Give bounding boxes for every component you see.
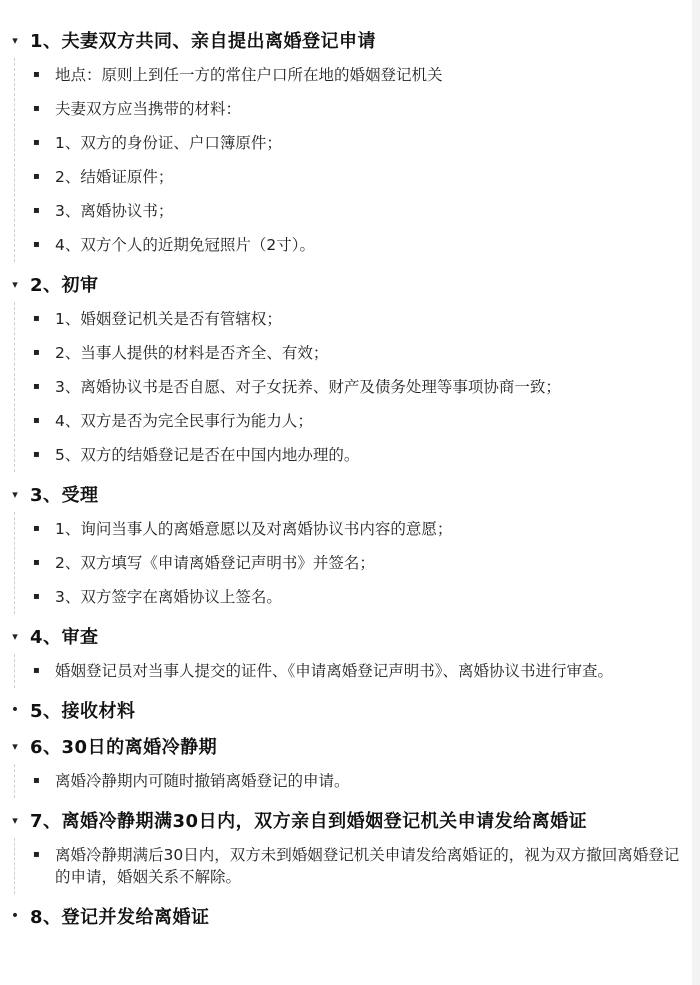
bullet-icon: ▪ (33, 523, 40, 534)
list-item-text: 2、结婚证原件； (55, 168, 174, 186)
list-item[interactable] (33, 126, 690, 160)
list-item[interactable] (33, 228, 690, 262)
section-children (14, 58, 690, 262)
list-item[interactable] (33, 404, 690, 438)
outline-section (0, 22, 690, 262)
section-header[interactable] (0, 266, 690, 302)
section-children (14, 654, 690, 688)
bullet-icon: ▪ (33, 69, 40, 80)
bullet-icon: ▪ (33, 591, 40, 602)
outline-section (0, 728, 690, 798)
outline-section (0, 476, 690, 614)
section-children (14, 764, 690, 798)
list-item-text: 3、双方签字在离婚协议上签名。 (55, 588, 282, 606)
bullet-icon: ▪ (33, 347, 40, 358)
bullet-icon: ▪ (33, 775, 40, 786)
bullet-icon: ▪ (33, 239, 40, 250)
outline-section (0, 802, 690, 894)
list-item[interactable] (33, 838, 690, 894)
collapse-caret-icon[interactable]: ▾ (12, 33, 18, 47)
list-item[interactable] (33, 160, 690, 194)
list-item-text: 4、双方是否为完全民事行为能力人； (55, 412, 313, 430)
bullet-icon: ▪ (33, 415, 40, 426)
list-item-text: 1、婚姻登记机关是否有管辖权； (55, 310, 282, 328)
list-item-text: 3、离婚协议书； (55, 202, 174, 220)
list-item-text: 3、离婚协议书是否自愿、对子女抚养、财产及债务处理等事项协商一致； (55, 378, 561, 396)
list-item[interactable] (33, 336, 690, 370)
list-item[interactable] (33, 370, 690, 404)
section-children (14, 512, 690, 614)
outline-section (0, 266, 690, 472)
section-header[interactable] (0, 618, 690, 654)
leaf-bullet-icon: • (10, 908, 20, 924)
section-title: 4、审查 (30, 627, 99, 648)
outline-section (0, 618, 690, 688)
list-item-text: 2、双方填写《申请离婚登记声明书》并签名； (55, 554, 375, 572)
list-item-text: 婚姻登记员对当事人提交的证件、《申请离婚登记声明书》、离婚协议书进行审查。 (55, 662, 614, 680)
bullet-icon: ▪ (33, 103, 40, 114)
section-header[interactable] (0, 692, 690, 728)
leaf-bullet-icon: • (10, 702, 20, 718)
list-item[interactable] (33, 580, 690, 614)
section-title: 3、受理 (30, 485, 99, 506)
bullet-icon: ▪ (33, 171, 40, 182)
collapse-caret-icon[interactable]: ▾ (12, 813, 18, 827)
right-edge-strip (692, 0, 700, 985)
collapse-caret-icon[interactable]: ▾ (12, 487, 18, 501)
list-item[interactable] (33, 92, 690, 126)
bullet-icon: ▪ (33, 205, 40, 216)
section-title: 2、初审 (30, 275, 99, 296)
list-item[interactable] (33, 302, 690, 336)
section-title: 8、登记并发给离婚证 (30, 907, 210, 928)
section-header[interactable] (0, 898, 690, 934)
section-title: 5、接收材料 (30, 701, 136, 722)
bullet-icon: ▪ (33, 313, 40, 324)
list-item[interactable] (33, 438, 690, 472)
section-header[interactable] (0, 728, 690, 764)
list-item-text: 夫妻双方应当携带的材料： (55, 100, 242, 118)
section-header[interactable] (0, 476, 690, 512)
outline-section (0, 692, 690, 728)
bullet-icon: ▪ (33, 665, 40, 676)
bullet-icon: ▪ (33, 557, 40, 568)
mind-map-outline (0, 22, 690, 934)
list-item[interactable] (33, 58, 690, 92)
section-children (14, 302, 690, 472)
collapse-caret-icon[interactable]: ▾ (12, 629, 18, 643)
section-header[interactable] (0, 22, 690, 58)
list-item[interactable] (33, 654, 690, 688)
list-item-text: 5、双方的结婚登记是否在中国内地办理的。 (55, 446, 360, 464)
collapse-caret-icon[interactable]: ▾ (12, 739, 18, 753)
bullet-icon: ▪ (33, 849, 40, 860)
list-item-text: 地点：原则上到任一方的常住户口所在地的婚姻登记机关 (55, 66, 443, 84)
list-item-text: 离婚冷静期满后30日内，双方未到婚姻登记机关申请发给离婚证的，视为双方撤回离婚登记的申请，婚姻关系不解除。 (55, 846, 680, 886)
section-header[interactable] (0, 802, 690, 838)
bullet-icon: ▪ (33, 137, 40, 148)
list-item[interactable] (33, 512, 690, 546)
outline-section (0, 898, 690, 934)
section-title: 6、30日的离婚冷静期 (30, 737, 218, 758)
section-children (14, 838, 690, 894)
list-item-text: 1、双方的身份证、户口簿原件； (55, 134, 282, 152)
bullet-icon: ▪ (33, 449, 40, 460)
collapse-caret-icon[interactable]: ▾ (12, 277, 18, 291)
list-item-text: 4、双方个人的近期免冠照片（2寸）。 (55, 236, 315, 254)
list-item[interactable] (33, 546, 690, 580)
list-item-text: 2、当事人提供的材料是否齐全、有效； (55, 344, 329, 362)
section-title: 1、夫妻双方共同、亲自提出离婚登记申请 (30, 31, 377, 52)
list-item[interactable] (33, 764, 690, 798)
list-item-text: 离婚冷静期内可随时撤销离婚登记的申请。 (55, 772, 350, 790)
section-title: 7、离婚冷静期满30日内，双方亲自到婚姻登记机关申请发给离婚证 (30, 811, 588, 832)
bullet-icon: ▪ (33, 381, 40, 392)
list-item-text: 1、询问当事人的离婚意愿以及对离婚协议书内容的意愿； (55, 520, 453, 538)
list-item[interactable] (33, 194, 690, 228)
